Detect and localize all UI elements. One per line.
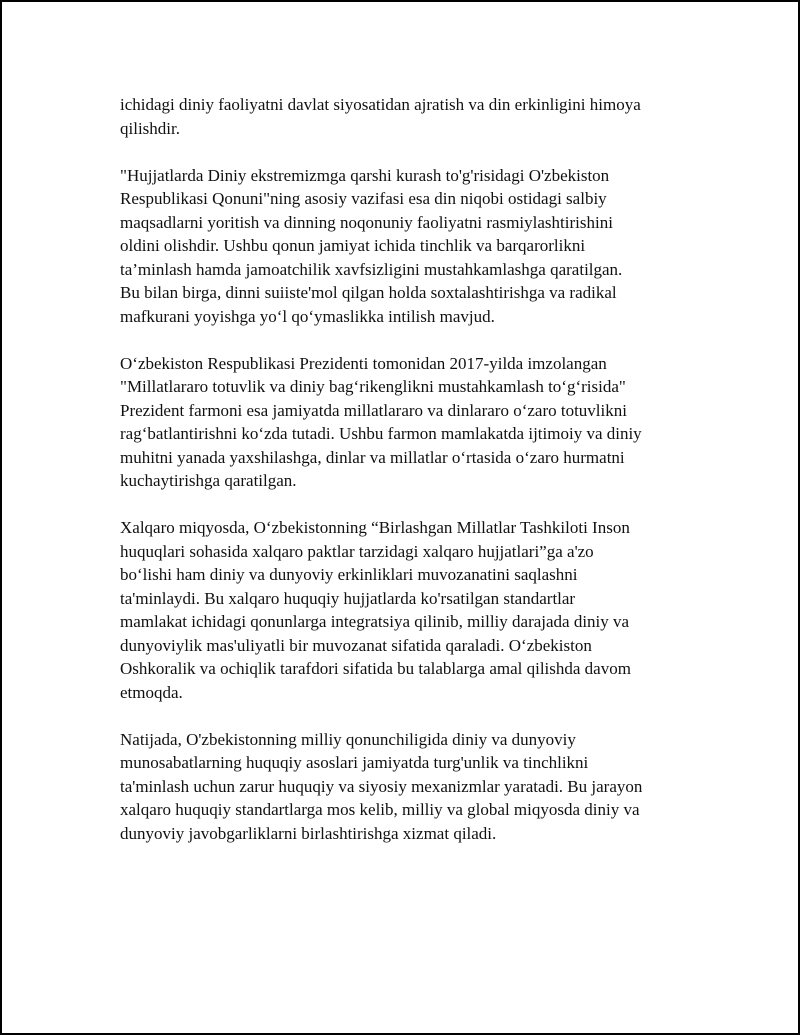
text-line: Natijada, O'zbekistonning milliy qonunchiligida diniy va dunyoviy — [120, 729, 576, 749]
text-line: kuchaytirishga qaratilgan. — [120, 471, 297, 490]
text-line: huquqlari sohasida xalqaro paktlar tarzidagi xalqaro hujjatlari”ga a'zo — [120, 541, 594, 561]
text-line: dunyoviylik mas'uliyatli bir muvozanat sifatida qaraladi. O‘zbekiston — [120, 635, 592, 655]
text-line: dunyoviy javobgarliklarni birlashtirishga xizmat qiladi. — [120, 823, 497, 843]
text-line: qilishdir. — [120, 118, 180, 138]
text-line: "Millatlararo totuvlik va diniy bag‘rikenglikni mustahkamlash to‘g‘risida" — [120, 377, 626, 396]
text-line: bo‘lishi ham diniy va dunyoviy erkinliklari muvozanatini saqlashni — [120, 565, 578, 584]
text-line: O‘zbekiston Respublikasi Prezidenti tomonidan 2017-yilda imzolangan — [120, 353, 607, 373]
text-line: munosabatlarning huquqiy asoslari jamiyatda turg'unlik va tinchlikni — [120, 753, 589, 772]
text-line: Respublikasi Qonuni"ning asosiy vazifasi esa din niqobi ostidagi salbiy — [120, 189, 607, 208]
text-line: xalqaro huquqiy standartlarga mos kelib, milliy va global miqyosda diniy va — [120, 800, 640, 819]
text-line: ichidagi diniy faoliyatni davlat siyosatidan ajratish va din erkinligini himoya — [120, 95, 641, 114]
text-line: maqsadlarni yoritish va dinning noqonuniy faoliyatni rasmiylashtirishini — [120, 212, 613, 232]
text-line: rag‘batlantirishni ko‘zda tutadi. Ushbu farmon mamlakatda ijtimoiy va diniy — [120, 424, 642, 443]
text-line: Oshkoralik va ochiqlik tarafdori sifatida bu talablarga amal qilishda davom — [120, 659, 631, 678]
text-line: Bu bilan birga, dinni suiiste'mol qilgan holda soxtalashtirishga va radikal — [120, 283, 617, 302]
text-line: etmoqda. — [120, 682, 183, 702]
text-line: ta’minlash hamda jamoatchilik xavfsizligini mustahkamlashga qaratilgan. — [120, 259, 623, 279]
paragraph-3 — [120, 352, 690, 493]
paragraph-4 — [120, 516, 690, 704]
text-line: Xalqaro miqyosda, O‘zbekistonning “Birlashgan Millatlar Tashkiloti Inson — [120, 518, 630, 537]
text-line: oldini olishdir. Ushbu qonun jamiyat ichida tinchlik va barqarorlikni — [120, 236, 586, 255]
text-line: mamlakat ichidagi qonunlarga integratsiya qilinib, milliy darajada diniy va — [120, 612, 630, 631]
text-line: "Hujjatlarda Diniy ekstremizmga qarshi kurash to'g'risidagi O'zbekiston — [120, 165, 610, 185]
text-line: mafkurani yoyishga yo‘l qo‘ymaslikka intilish mavjud. — [120, 306, 495, 326]
paragraph-5 — [120, 728, 690, 846]
text-line: ta'minlaydi. Bu xalqaro huquqiy hujjatlarda ko'rsatilgan standartlar — [120, 588, 576, 608]
text-line: Prezident farmoni esa jamiyatda millatlararo va dinlararo o‘zaro totuvlikni — [120, 400, 627, 420]
text-line: ta'minlash uchun zarur huquqiy va siyosiy mexanizmlar yaratadi. Bu jarayon — [120, 776, 643, 796]
paragraph-1 — [120, 93, 690, 140]
document-body — [120, 93, 690, 869]
text-line: muhitni yanada yaxshilashga, dinlar va millatlar o‘rtasida o‘zaro hurmatni — [120, 447, 625, 467]
paragraph-2 — [120, 164, 690, 329]
